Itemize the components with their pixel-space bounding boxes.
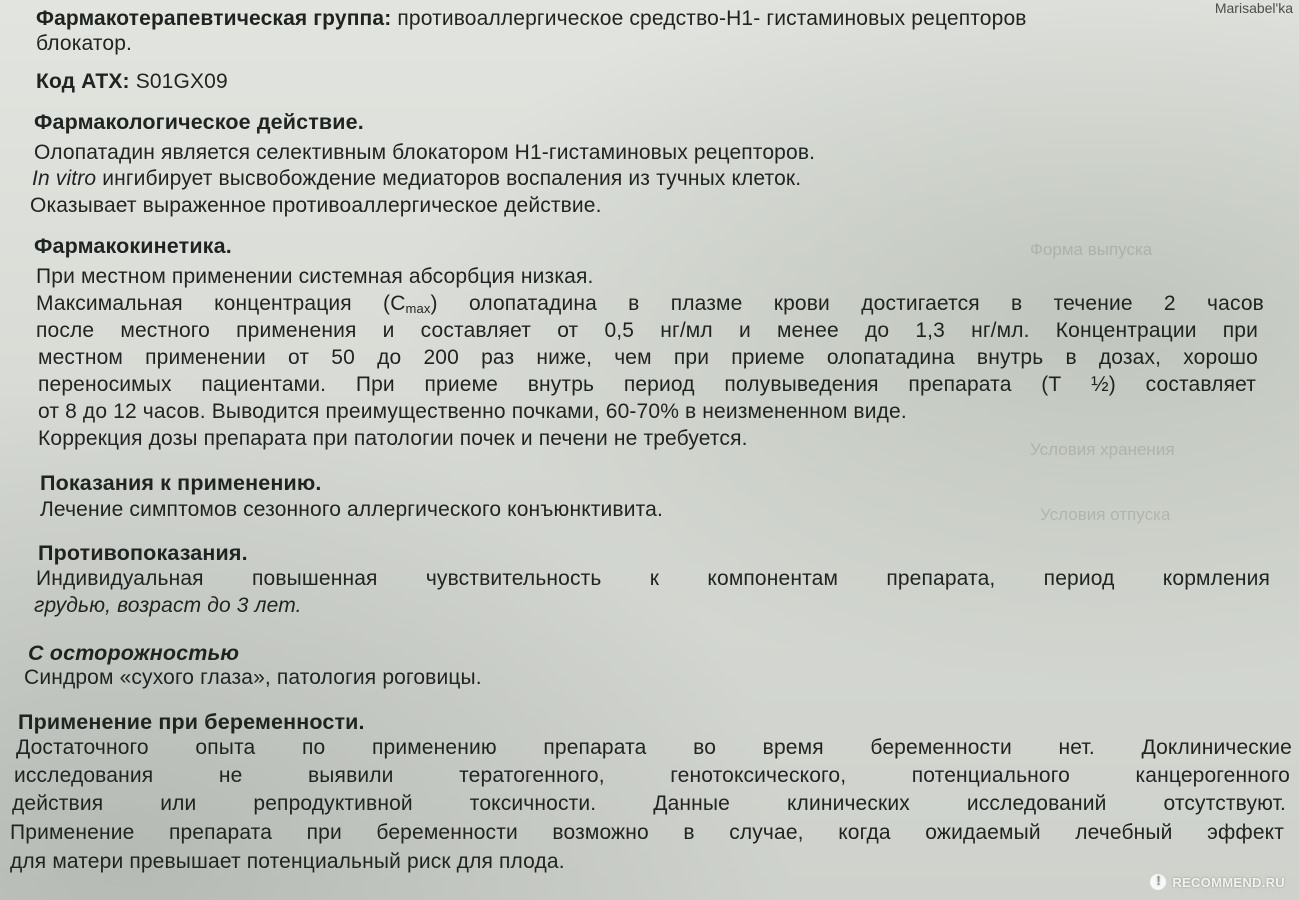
section-heading-pharmacological-action: Фармакологическое действие.	[34, 110, 364, 134]
paragraph-line: грудью, возраст до 3 лет.	[34, 594, 302, 617]
section-heading-contraindications: Противопоказания.	[38, 541, 248, 565]
paragraph-line: При местном применении системная абсорбция низкая.	[36, 265, 594, 288]
pharm-group-line	[36, 6, 1027, 32]
paragraph-line	[32, 166, 801, 192]
paragraph-line: Олопатадин является селективным блокатором Н1-гистаминовых рецепторов.	[34, 141, 816, 164]
paragraph-line: после местного применения и составляет от 0,5 нг/мл и менее до 1,3 нг/мл. Концентрации при	[36, 319, 1258, 342]
paragraph-line: для матери превышает потенциальный риск для плода.	[10, 850, 565, 873]
cmax-subscript: max	[405, 301, 431, 316]
paragraph-line: переносимых пациентами. При приеме внутрь период полувыведения препарата (Т ½) составляет	[38, 373, 1256, 396]
paragraph-line: Синдром «сухого глаза», патология роговицы.	[24, 666, 482, 689]
site-watermark-text: RECOMMEND.RU	[1172, 874, 1285, 890]
site-watermark	[1150, 874, 1285, 890]
paragraph-line: исследования не выявили тератогенного, генотоксического, потенциального канцерогенного	[14, 764, 1290, 787]
in-vitro-term: In vitro	[32, 167, 97, 190]
paragraph-line: местном применении от 50 до 200 раз ниже, чем при приеме олопатадина внутрь в дозах, хорошо	[38, 346, 1258, 369]
pharm-group-line-2: блокатор.	[36, 32, 133, 55]
section-heading-pregnancy: Применение при беременности.	[18, 710, 365, 734]
paragraph-line: действия или репродуктивной токсичности. Данные клинических исследований отсутствуют.	[12, 792, 1286, 815]
bleed-through-text: Условия хранения	[1030, 440, 1175, 459]
recommend-logo-icon	[1150, 874, 1166, 890]
bleed-through-text: Форма выпуска	[1030, 240, 1153, 259]
paragraph-line: Коррекция дозы препарата при патологии почек и печени не требуется.	[38, 427, 748, 450]
pharm-group-label: Фармакотерапевтическая группа:	[36, 7, 392, 30]
paragraph-line: Достаточного опыта по применению препарата во время беременности нет. Доклинические	[16, 736, 1292, 759]
atc-line	[36, 69, 228, 95]
pharm-group-text: противоаллергическое средство-Н1- гистаминовых рецепторов	[397, 7, 1027, 30]
atc-label: Код АТХ:	[36, 70, 130, 93]
paragraph-line: Оказывает выраженное противоаллергическое действие.	[30, 194, 602, 217]
paragraph-line: Максимальная концентрация $(C_{max})$ олопатадина в плазме крови достигается в течение 2 часов	[36, 292, 1264, 316]
paragraph-line: от 8 до 12 часов. Выводится преимущественно почками, 60-70% в неизмененном виде.	[38, 400, 907, 423]
section-heading-caution: С осторожностью	[28, 641, 240, 665]
paragraph-text: ингибирует высвобождение медиаторов воспаления из тучных клеток.	[102, 167, 802, 190]
section-heading-indications: Показания к применению.	[40, 471, 322, 495]
paragraph-line: Лечение симптомов сезонного аллергического конъюнктивита.	[40, 498, 663, 521]
bleed-through-text: Условия отпуска	[1040, 505, 1171, 524]
paragraph-line: Применение препарата при беременности возможно в случае, когда ожидаемый лечебный эффект	[10, 821, 1284, 844]
author-watermark: Marisabel'ka	[1214, 0, 1293, 16]
section-heading-pharmacokinetics: Фармакокинетика.	[34, 234, 232, 258]
paragraph-line: Индивидуальная повышенная чувствительность к компонентам препарата, период кормления	[36, 567, 1270, 590]
atc-code: S01GX09	[135, 70, 228, 93]
